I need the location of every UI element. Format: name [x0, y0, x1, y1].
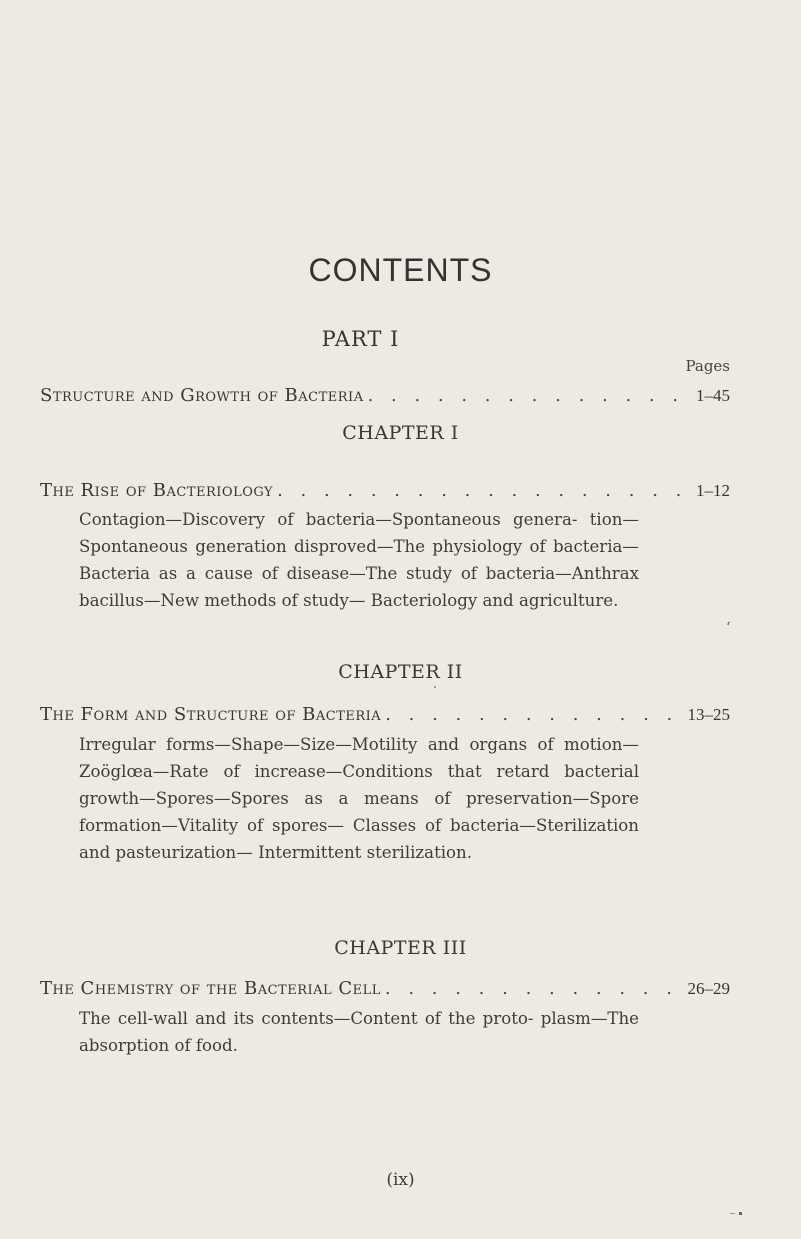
toc-entry-pages: 13–25: [687, 705, 730, 724]
chapter-heading-2: CHAPTER II: [338, 661, 463, 683]
dot-leader: [381, 701, 683, 729]
dot-leader: [273, 477, 692, 505]
ink-speck: [434, 686, 436, 688]
scan-artifact: [730, 1212, 744, 1215]
toc-entry-title: Structure and Growth of Bacteria: [40, 385, 364, 406]
pages-column-header: Pages: [685, 357, 730, 375]
toc-entry-title: The Form and Structure of Bacteria: [40, 704, 382, 725]
chapter-summary-1: Contagion—Discovery of bacteria—Spontaneous genera- tion—Spontaneous generation disproved—The physiology of bacteria—Bacteria as a cause of disease—The study of bacteria—Anthrax bacillus—New methods of study— Bacteriology and agriculture.: [79, 510, 639, 610]
toc-entry-title: The Chemistry of the Bacterial Cell: [40, 978, 381, 999]
toc-entry-chapter-2: [40, 701, 730, 729]
toc-entry-chapter-3: [40, 975, 730, 1003]
dot-leader: [364, 382, 692, 410]
toc-entry-pages: 1–45: [696, 386, 730, 405]
chapter-heading-3: CHAPTER III: [334, 937, 467, 959]
toc-entry-pages: 1–12: [696, 481, 730, 500]
part-heading: PART I: [321, 327, 400, 351]
chapter-heading-1: CHAPTER I: [342, 422, 459, 444]
page-number: (ix): [386, 1170, 415, 1190]
toc-entry-title: The Rise of Bacteriology: [40, 480, 274, 501]
toc-entry-pages: 26–29: [687, 979, 730, 998]
chapter-summary-2: Irregular forms—Shape—Size—Motility and organs of motion—Zoöglœa—Rate of increase—Conditions that retard bacterial growth—Spores—Spores as a means of preservation—Spore formation—Vitality of spores— Classes of bacteria—Sterilization and pasteurization— Intermittent sterilization.: [79, 735, 639, 862]
toc-entry-chapter-1: [40, 477, 730, 505]
chapter-summary-3: The cell-wall and its contents—Content of the proto- plasm—The absorption of food.: [79, 1009, 639, 1055]
stray-mark: ‘: [726, 620, 731, 636]
toc-entry-part-one: [40, 382, 730, 410]
page-title: CONTENTS: [308, 252, 493, 288]
dot-leader: [381, 975, 684, 1003]
